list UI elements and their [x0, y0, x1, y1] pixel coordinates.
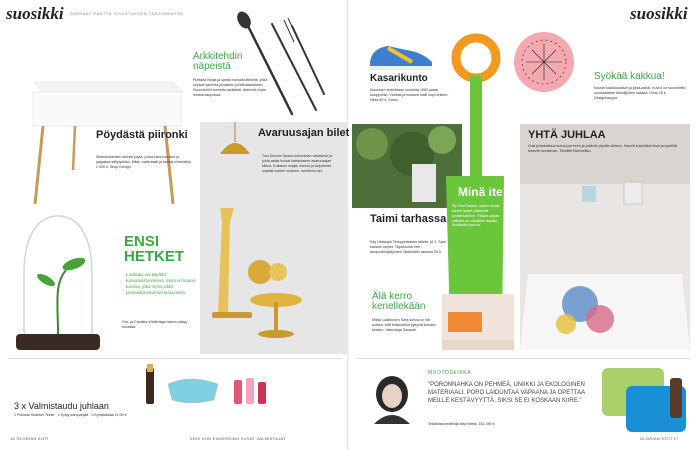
muotoseikka-label: MUOTOSEIKKA [428, 370, 472, 376]
right-divider [356, 358, 690, 359]
party-title: YHTÄ JUHLAA [528, 129, 606, 141]
valmis-items: 1 Pullosta Shakker Teese · 2 Kylpy-sampanjaa · 3 Kynsilakkaa 12,00 e [14, 413, 127, 417]
sneaker-image [366, 40, 436, 72]
footer-mid: IIRIS VON ENGERKING KUVAT VALMISTAJAT [190, 436, 286, 441]
lamp-body: Tom Dixonin Space-kokoelman valaisimet ja juhla-astiat tuovat kattaukseen avaruusajan kiiltoa. Kultaiset maljat, kannut ja tarjottimet sopivat uuteen vuoteen. tomdixon.net [262, 154, 333, 173]
plate-image [512, 30, 576, 94]
desk-body: Skandinaavisen selkeä pöytä, jonka kansi nousee ja paljastaa säilytystilan. Mitat, materiaalit ja kaunis viimeistely. 2 400 e, Shop Design. [96, 155, 192, 169]
alakerro-body: Mikko Laakkosen Sara sohva on niin korkea, että keskustelut pysyvät kahden kesken. Valmistaja Sasarafi. [372, 318, 436, 332]
plate-body: Kauniit kakkulautaset ja juhla-astiat. Kuviot on suunniteltu suomalaisten taiteilijoiden kanssa. Hinta 25 e, Designkauppa. [594, 86, 686, 100]
footer-right: GLORIAN KOTI 17 [640, 436, 679, 441]
taimi-title: Taimi tarhassa [370, 213, 447, 225]
lamp-title: Avaruusajan bilet [258, 127, 350, 139]
party-body: Uusi juhlakattaus kokosi perheen ja ystävät pöydän ääreen. Kauniit kuviolliset liinat ja kynttilät tekevät tunnelman. Tekstiilit Marimekko. [528, 144, 677, 153]
designer-portrait-image [370, 372, 414, 424]
left-brand: suosikki [6, 4, 64, 23]
terrarium-body: Lasikupu voi käyttää kasvatuskammiona. Siinä on kaunis kasvaa, joka myös pitää pienoiskasvit ilman kuivumista. [126, 272, 196, 295]
right-brand: suosikki [630, 4, 688, 23]
footer-left: 16 GLORIAN KOTI [10, 436, 49, 441]
valmis-item-2: 2 Kylpy-sampanjaa [57, 413, 89, 417]
terrarium-title: ENSI HETKET [124, 233, 184, 266]
pillows-image [596, 364, 688, 434]
left-kicker: PARHAAT PÄÄTTÄ SISUSTUKSEN TARJONNASTA [70, 11, 184, 16]
minaite-body: My First Fiskars -lapion avulla pienet lapset pääsevät puutarhatöihin. Fiskars-sarjan välineet on mitoitettu lapsille. Kestävää muovia. [452, 204, 500, 228]
muotoseikka-quote: "PORONNAHKA ON PEHMEÄ, UNIIKKI JA EKOLOGINEN MATERIAALI. PORO LAIDUNTAA VAPAANA JA OPETTAA MEILLE KESTÄVYYTTÄ. SIKSI SE EI KOSKAAN KIIRE." [428, 382, 585, 405]
muotoseikka-credit: Tekstiilisuunnittelija Mari Mettä, 182-390 e [428, 422, 495, 426]
party-scene-image [520, 124, 690, 350]
taimi-body: Käy Helsingin Tempperilaisen tallella 16.3. Saat kasvien taimet. Tapahtuma free -kaupunkiviljelijöiden Taidehallin asioista 26.5. [370, 240, 446, 254]
terrarium-note: Gro- ja Candles-Wetterlagin kasvu näkyy kuvassa. [122, 320, 188, 329]
desk-title: Pöydästä piironki [96, 129, 188, 141]
sneaker-body: Klassinen lenkkitossu vuodelta 1982 palaa kauppoihin. Värikäs ja mukava malli sopii arkeen. Hinta 90 e, Karhu. [370, 88, 449, 102]
cutlery-body: Puhtaita linjoja ja upeita ruokailuvälineitä, jotka sopivat kauniisti jokaiseen juhlakattaukseen. Suunnitellut tunnettu arkkitehti. Aterimet myös muista kaupoista. [193, 78, 268, 97]
sofa-image [438, 292, 520, 356]
minaite-title: Minä ite [458, 185, 503, 199]
valmis-item-1: 1 Pullosta Shakker Teese [14, 413, 55, 417]
alakerro-title: Älä kerro kenellekään [372, 291, 426, 313]
valmis-products-image [140, 364, 270, 410]
terrarium-image [8, 214, 108, 364]
left-divider [8, 358, 342, 359]
sneaker-title: Kasarikunto [370, 73, 428, 84]
page-gutter [347, 0, 349, 450]
plate-title: Syökää kakkua! [594, 71, 665, 82]
valmis-title: 3 x Valmistaudu juhlaan [14, 401, 109, 411]
cutlery-title: Arkkitehdin näpeistä [193, 51, 243, 73]
valmis-item-3: 3 Kynsilakkaa 12,00 e [91, 413, 127, 417]
